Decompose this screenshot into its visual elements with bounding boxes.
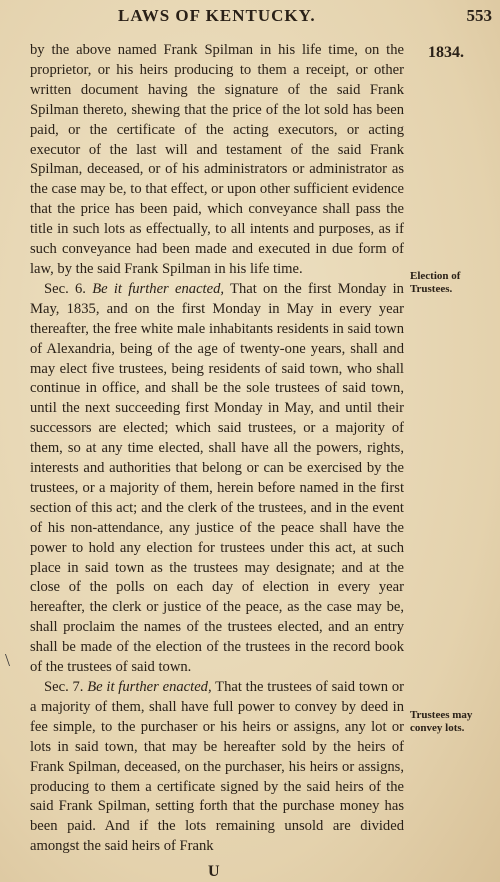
- section-6-enacting-clause: Be it further enacted,: [92, 280, 225, 297]
- margin-year: 1834.: [428, 44, 464, 61]
- section-6-label: Sec. 6.: [44, 280, 86, 297]
- margin-note-election: Election of Trustees.: [410, 270, 461, 295]
- page-number: 553: [466, 6, 492, 25]
- running-head: LAWS OF KENTUCKY.: [118, 6, 316, 25]
- section-6-text: That on the first Monday in May, 1835, and on the first Monday in May in every year thereafter, the free white male inhabitants residents in said town of Alexandria, being of the age of twenty-one years, shall and may elect five trustees, being residents of said town, who shall continue in office, and shall be the sole trustees of said town, until the next succeeding first Monday in May, and until their successors are elected; which said trustees, or a majority of them, so at any time elected, shall have all the powers, rights, interests and authorities that belong or can be exercised by the trustees, or a majority of them, herein before named in the first section of this act; and the clerk of the trustees, and in the event of his non-attendance, any justice of the peace shall have the power to hold any election for trustees under this act, at such place in said town as the trustees may designate; and at the close of the polls on each day of election in every year hereafter, the clerk or justice of the peace, as the case may be, shall proclaim the names of the trustees elected, and an entry shall be made of the election of the trustees in the record book of the trustees of said town.: [30, 280, 404, 676]
- paragraph-continuation: by the above named Frank Spilman in his life time, on the proprietor, or his heirs producing to them a receipt, or other written document having the signature of the said Frank Spilman thereto, shewing that the price of the lot sold has been paid, or the certificate of the acting executors, or acting executor of the last will and testament of the said Frank Spilman, deceased, or of his administrators or administrator as the case may be, to that effect, or upon other sufficient evidence that the price has been paid, which conveyance shall pass the title in such lots as effectually, to all intents and purposes, as if such conveyance had been made and executed in due form of law, by the said Frank Spilman in his life time.: [30, 42, 404, 277]
- section-7: [30, 678, 404, 857]
- section-6: [30, 280, 404, 678]
- main-text: [30, 41, 404, 857]
- section-7-text: That the trustees of said town or a majority of them, shall have full power to convey by deed in fee simple, to the purchaser or his heirs or assigns, any lot or lots in said town, that may be hereafter sold by the heirs of Frank Spilman, deceased, on the purchaser, his heirs or assigns, producing to them a certificate signed by the said heirs of the said Frank Spilman, setting forth that the purchase money has been paid. And if the lots remaining unsold are divided amongst the said heirs of Frank: [30, 679, 404, 855]
- pencil-mark: \: [5, 650, 11, 670]
- page-header: [0, 6, 500, 28]
- signature-mark: U: [208, 863, 220, 880]
- section-7-label: Sec. 7.: [44, 679, 84, 695]
- margin-note-trustees: Trustees may convey lots.: [410, 709, 473, 734]
- section-7-enacting-clause: Be it further enacted,: [87, 679, 212, 695]
